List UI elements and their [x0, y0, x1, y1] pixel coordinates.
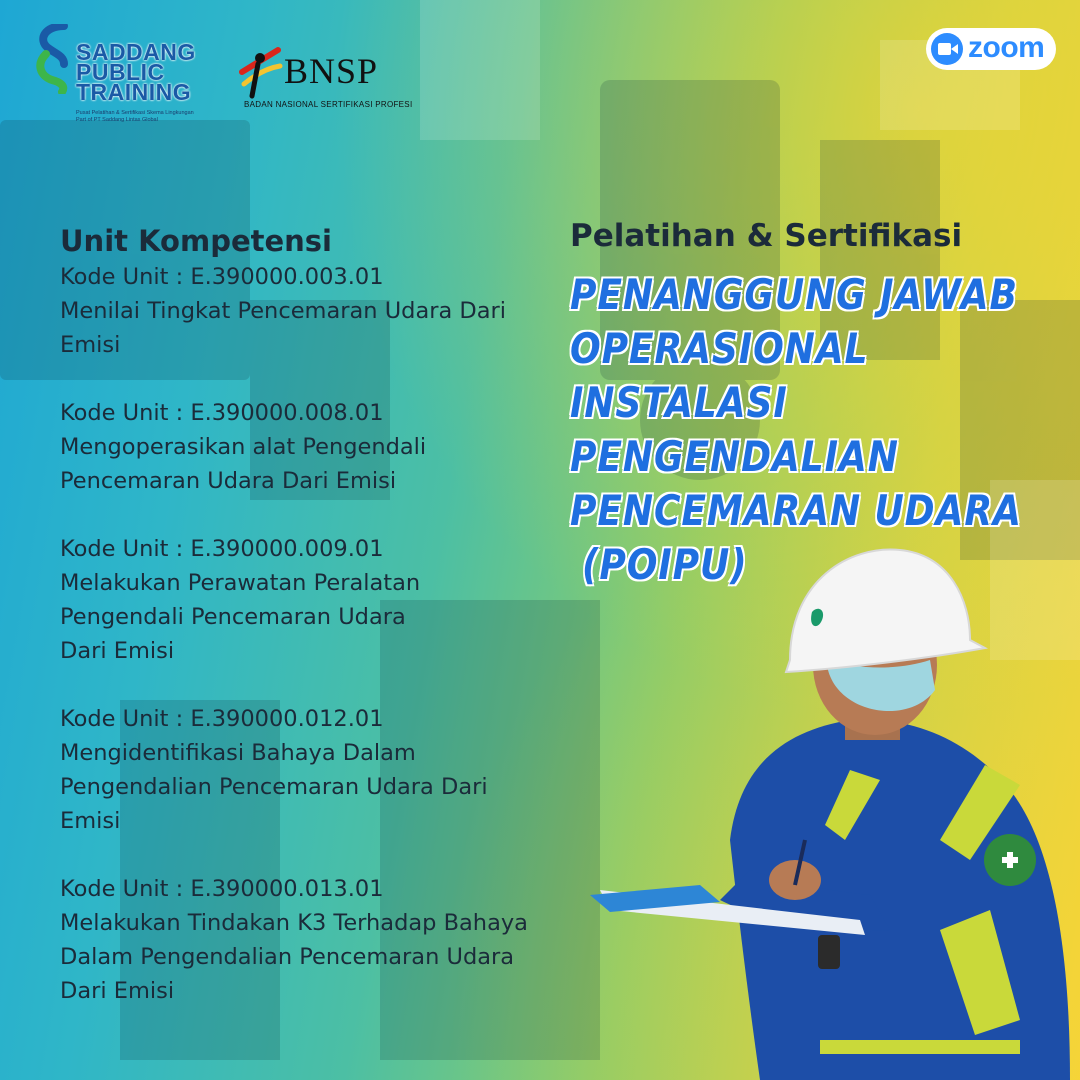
unit-name-line: Melakukan Perawatan Peralatan: [60, 570, 421, 596]
video-camera-icon: [931, 33, 963, 65]
saddang-mark-icon: [34, 24, 76, 94]
worker-photo: [590, 540, 1080, 1080]
units-heading: Unit Kompetensi: [60, 224, 333, 258]
bnsp-emblem-icon: [238, 44, 284, 100]
unit-item: [60, 532, 570, 668]
unit-name-line: Melakukan Tindakan K3 Terhadap Bahaya: [60, 910, 528, 936]
bnsp-full-name: BADAN NASIONAL SERTIFIKASI PROFESI: [244, 100, 413, 109]
unit-name-line: Pengendalian Pencemaran Udara Dari: [60, 774, 488, 800]
unit-name-line: Pencemaran Udara Dari Emisi: [60, 468, 397, 494]
title-line: OPERASIONAL: [570, 324, 869, 373]
zoom-label: zoom: [968, 31, 1045, 64]
unit-code: Kode Unit : E.390000.003.01: [60, 264, 384, 290]
saddang-parent: Part of PT Saddang Lintas Global: [76, 117, 158, 123]
unit-code: Kode Unit : E.390000.009.01: [60, 536, 384, 562]
saddang-tagline: Pusat Pelatihan & Sertifikasi Skema Lingkungan: [76, 110, 194, 116]
unit-item: [60, 702, 570, 838]
unit-name-line: Emisi: [60, 332, 121, 358]
competency-units: [60, 224, 570, 1042]
program-label: Pelatihan & Sertifikasi: [570, 218, 963, 254]
zoom-logo: [926, 28, 1056, 70]
unit-code: Kode Unit : E.390000.008.01: [60, 400, 384, 426]
unit-name-line: Dalam Pengendalian Pencemaran Udara: [60, 944, 515, 970]
saddang-line-1: SADDANG: [76, 39, 196, 65]
title-line: INSTALASI: [570, 378, 788, 427]
unit-item: [60, 260, 570, 362]
title-line: PENANGGUNG JAWAB: [570, 270, 1018, 319]
unit-name-line: Dari Emisi: [60, 978, 175, 1004]
unit-item: [60, 396, 570, 498]
bnsp-logo: [238, 44, 418, 116]
unit-name-line: Mengidentifikasi Bahaya Dalam: [60, 740, 416, 766]
title-line: PENCEMARAN UDARA: [570, 486, 1022, 535]
unit-item: [60, 872, 570, 1008]
bnsp-name: BNSP: [284, 51, 379, 91]
title-line: PENGENDALIAN: [570, 432, 899, 481]
unit-name-line: Dari Emisi: [60, 638, 175, 664]
saddang-logo: [34, 24, 214, 124]
unit-code: Kode Unit : E.390000.012.01: [60, 706, 384, 732]
title-line: (POIPU): [582, 540, 748, 589]
unit-name-line: Emisi: [60, 808, 121, 834]
unit-name-line: Pengendali Pencemaran Udara: [60, 604, 406, 630]
unit-name-line: Mengoperasikan alat Pengendali: [60, 434, 427, 460]
unit-code: Kode Unit : E.390000.013.01: [60, 876, 384, 902]
saddang-line-2: PUBLIC: [76, 59, 165, 85]
unit-name-line: Menilai Tingkat Pencemaran Udara Dari: [60, 298, 507, 324]
saddang-line-3: TRAINING: [76, 79, 192, 105]
